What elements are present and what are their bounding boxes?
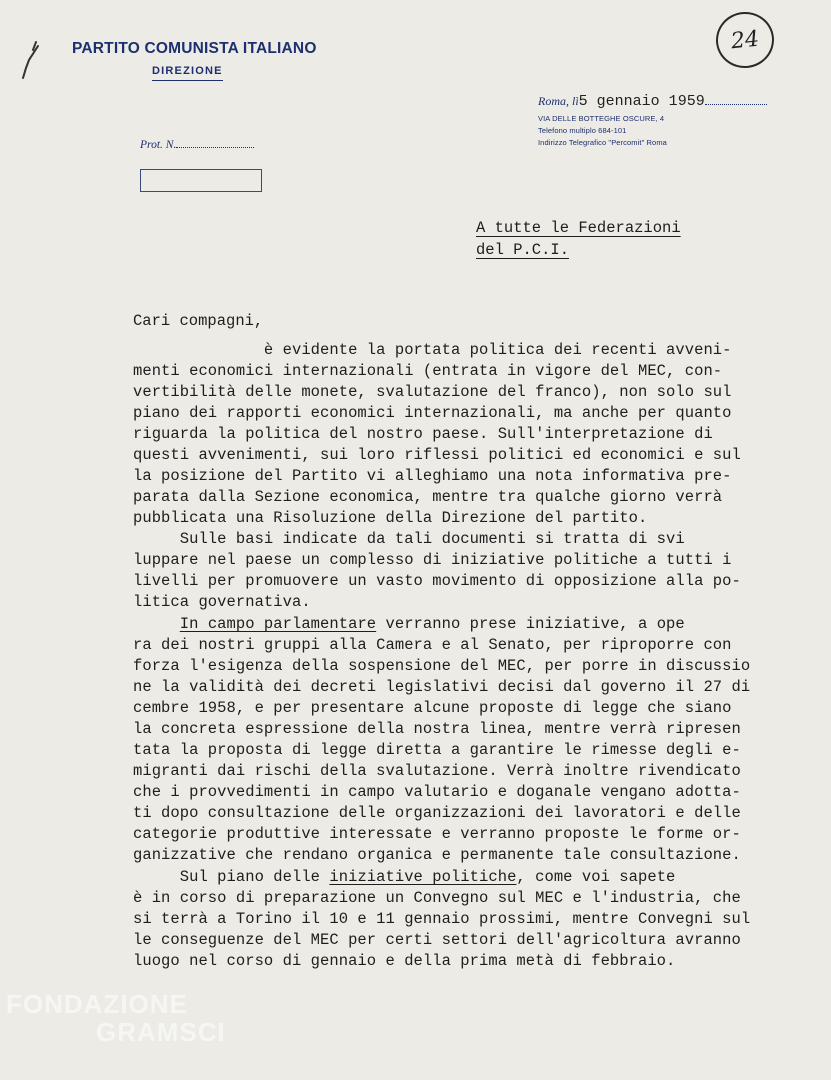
recipient-line: del P.C.I. xyxy=(476,241,570,259)
date-dotted-line xyxy=(705,94,767,105)
phone-line: Telefono multiplo 684-101 xyxy=(538,126,627,135)
address-line: VIA DELLE BOTTEGHE OSCURE, 4 xyxy=(538,114,665,123)
body-line xyxy=(133,615,685,633)
protocol-label: Prot. N. xyxy=(140,139,177,151)
body-line: parata dalla Sezione economica, mentre tra qualche giorno verrà xyxy=(133,488,723,506)
body-line: luogo nel corso di gennaio e della prima metà di febbraio. xyxy=(133,952,676,970)
body-line: vertibilità delle monete, svalutazione del franco), non solo sul xyxy=(133,383,732,401)
body-line: la posizione del Partito vi alleghiamo una nota informativa pre- xyxy=(133,467,732,485)
body-line: è evidente la portata politica dei recenti avveni- xyxy=(133,341,732,359)
protocol-field xyxy=(140,137,254,151)
body-line: ne la validità dei decreti legislativi decisi dal governo il 27 di xyxy=(133,678,751,696)
protocol-box xyxy=(140,169,262,192)
body-line: ganizzative che rendano organica e permanente tale consultazione. xyxy=(133,846,741,864)
body-line: Sulle basi indicate da tali documenti si tratta di svi xyxy=(133,530,685,548)
body-line xyxy=(133,868,675,886)
office-name: DIREZIONE xyxy=(152,65,223,81)
body-line: si terrà a Torino il 10 e 11 gennaio prossimi, mentre Convegni sul xyxy=(133,910,751,928)
body-line: cembre 1958, e per presentare alcune proposte di legge che siano xyxy=(133,699,732,717)
watermark-line: GRAMSCI xyxy=(96,1017,226,1047)
body-line: la concreta espressione della nostra linea, mentre verrà ripresen xyxy=(133,720,741,738)
telegraph-line: Indirizzo Telegrafico "Percomit" Roma xyxy=(538,138,667,147)
body-line: ra dei nostri gruppi alla Camera e al Senato, per riproporre con xyxy=(133,636,732,654)
body-line: è in corso di preparazione un Convegno sul MEC e l'industria, che xyxy=(133,889,741,907)
body-line: categorie produttive interessate e verranno proposte le forme or- xyxy=(133,825,741,843)
body-line: le conseguenze del MEC per certi settori dell'agricoltura avranno xyxy=(133,931,741,949)
party-name: PARTITO COMUNISTA ITALIANO xyxy=(72,40,317,57)
body-line: tata la proposta di legge diretta a garantire le rimesse degli e- xyxy=(133,741,741,759)
body-line: riguarda la politica del nostro paese. Sull'interpretazione di xyxy=(133,425,713,443)
body-line: menti economici internazionali (entrata in vigore del MEC, con- xyxy=(133,362,723,380)
body-text: Sul piano delle xyxy=(133,868,330,886)
pen-mark-icon xyxy=(20,40,42,82)
page-number-stamp: 24 xyxy=(713,9,777,71)
body-line: piano dei rapporti economici internazionali, ma anche per quanto xyxy=(133,404,732,422)
watermark-line: FONDAZIONE xyxy=(6,989,188,1019)
recipient-line: A tutte le Federazioni xyxy=(476,219,681,237)
body-line: forza l'esigenza della sospensione del MEC, per porre in discussio xyxy=(133,657,751,675)
date-city: Roma, lì xyxy=(538,94,579,108)
body-line: questi avvenimenti, sui loro riflessi politici ed economici e sul xyxy=(133,446,741,464)
body-line: che i provvedimenti in campo valutario e doganale vengano adotta- xyxy=(133,783,741,801)
body-line: migranti dai rischi della svalutazione. Verrà inoltre rivendicato xyxy=(133,762,741,780)
body-line: livelli per promuovere un vasto movimento di opposizione alla po- xyxy=(133,572,741,590)
body-line: ti dopo consultazione delle organizzazioni dei lavoratori e delle xyxy=(133,804,741,822)
body-text: , come voi sapete xyxy=(516,868,676,886)
body-line: luppare nel paese un complesso di iniziative politiche a tutti i xyxy=(133,551,732,569)
body-text: verranno prese iniziative, a ope xyxy=(376,615,685,633)
protocol-dotted-line xyxy=(176,137,254,148)
salutation: Cari compagni, xyxy=(133,312,264,330)
section-heading-political: iniziative politiche xyxy=(329,868,517,886)
dateline xyxy=(538,93,767,110)
watermark xyxy=(6,990,226,1046)
body-line: pubblicata una Risoluzione della Direzione del partito. xyxy=(133,509,648,527)
section-heading-parliament: In campo parlamentare xyxy=(179,615,377,633)
date-value: 5 gennaio 1959 xyxy=(578,93,705,110)
body-line: litica governativa. xyxy=(133,593,311,611)
